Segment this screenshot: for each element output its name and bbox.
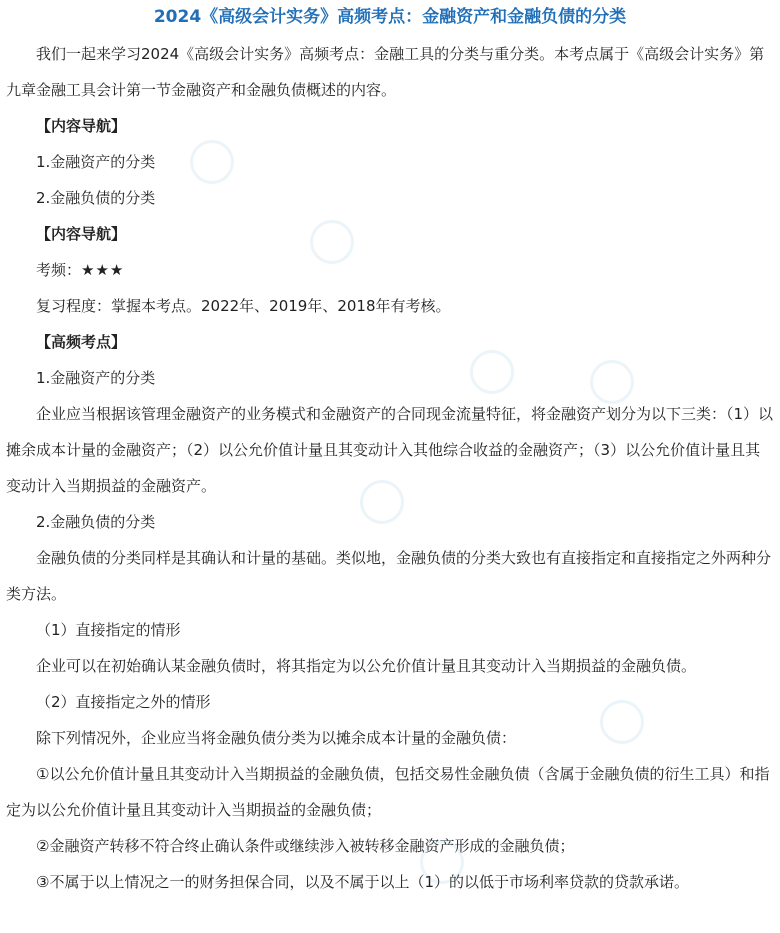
- nav-heading: 【内容导航】: [36, 225, 127, 243]
- subsection-body: 企业可以在初始确认某金融负债时，将其指定为以公允价值计量且其变动计入当期损益的金融负债。: [36, 657, 697, 675]
- section-title: 1.金融资产的分类: [36, 369, 156, 387]
- nav-item: 2.金融负债的分类: [36, 189, 156, 207]
- subsection-title: （1）直接指定的情形: [36, 621, 181, 639]
- review-level: 复习程度：掌握本考点。2022年、2019年、2018年有考核。: [36, 297, 451, 315]
- subsection-title: （2）直接指定之外的情形: [36, 693, 211, 711]
- nav-item: 1.金融资产的分类: [36, 153, 156, 171]
- section-body: 企业应当根据该管理金融资产的业务模式和金融资产的合同现金流量特征，将金融资产划分为以下三类：（1）以摊余成本计量的金融资产；（2）以公允价值计量且其变动计入其他综合收益的金融资产；（3）以公允价值计量且其变动计入当期损益的金融资产。: [6, 405, 774, 495]
- nav-heading: 【内容导航】: [36, 117, 127, 135]
- subsection-body: 除下列情况外，企业应当将金融负债分类为以摊余成本计量的金融负债：: [36, 729, 517, 747]
- section-title: 2.金融负债的分类: [36, 513, 156, 531]
- list-item: ①以公允价值计量且其变动计入当期损益的金融负债，包括交易性金融负债（含属于金融负债的衍生工具）和指定为以公允价值计量且其变动计入当期损益的金融负债；: [6, 765, 770, 819]
- intro-paragraph: 我们一起来学习2024《高级会计实务》高频考点：金融工具的分类与重分类。本考点属于《高级会计实务》第九章金融工具会计第一节金融资产和金融负债概述的内容。: [6, 45, 765, 99]
- list-item: ③不属于以上情况之一的财务担保合同，以及不属于以上（1）的以低于市场利率贷款的贷款承诺。: [36, 873, 689, 891]
- section-body: 金融负债的分类同样是其确认和计量的基础。类似地，金融负债的分类大致也有直接指定和直接指定之外两种分类方法。: [6, 549, 772, 603]
- list-item: ②金融资产转移不符合终止确认条件或继续涉入被转移金融资产形成的金融负债；: [36, 837, 575, 855]
- page-title: 2024《高级会计实务》高频考点：金融资产和金融负债的分类: [153, 7, 627, 27]
- frequency-line: [6, 252, 774, 288]
- frequency-stars: ★★★: [81, 261, 125, 279]
- key-points-heading: 【高频考点】: [36, 333, 127, 351]
- frequency-label: 考频：: [36, 261, 82, 279]
